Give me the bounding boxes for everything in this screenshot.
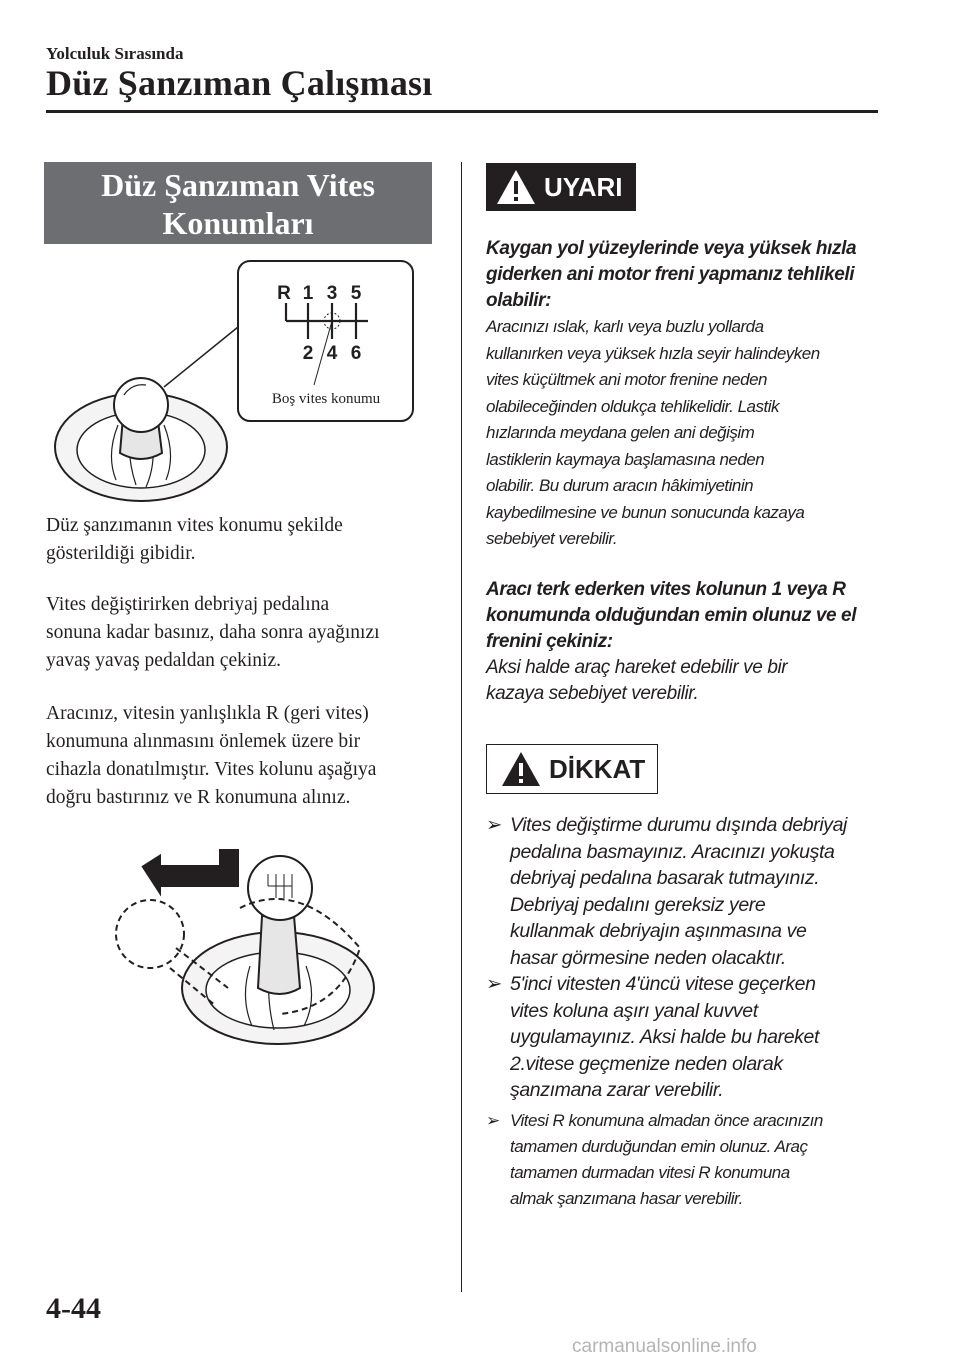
text-line: olabileceğinden oldukça tehlikelidir. Lastik <box>486 396 780 416</box>
push-down-arrow-icon <box>140 848 240 900</box>
caution-label: DİKKAT <box>549 753 646 784</box>
text-line: Vites değiştirirken debriyaj pedalına <box>46 594 330 615</box>
text-line: Vitesi R konumuna almadan önce aracınızın <box>510 1110 823 1130</box>
shift-boot-drawing <box>55 378 227 501</box>
text-line: vites koluna aşırı yanal kuvvet <box>510 999 758 1022</box>
text-line: Vites değiştirme durumu dışında debriyaj <box>510 814 847 836</box>
text-line: gösterildiği gibidir. <box>46 543 196 564</box>
caution-item <box>486 812 878 971</box>
text-line: Debriyaj pedalını gereksiz yere <box>510 893 766 916</box>
warning-block <box>486 236 878 708</box>
gear-label-6: 6 <box>350 343 362 364</box>
gear-label-3: 3 <box>326 283 338 304</box>
text-line: yavaş yavaş pedaldan çekiniz. <box>46 650 281 671</box>
caution-triangle-icon <box>499 749 543 789</box>
column-divider <box>461 162 462 1292</box>
text-line: frenini çekiniz: <box>486 630 613 652</box>
text-line: sebebiyet verebilir. <box>486 529 618 548</box>
text-line: Aksi halde araç hareket edebilir ve bir <box>486 656 788 678</box>
text-line: lastiklerin kaymaya başlamasına neden <box>486 449 765 469</box>
callout-pointer <box>164 327 238 387</box>
text-line: kullanmak debriyajın aşınmasına ve <box>510 920 807 942</box>
paragraph-gear-positions <box>46 512 446 568</box>
warning1-body <box>486 314 878 553</box>
reverse-shift-figure <box>100 838 380 1048</box>
text-line: 5'inci vitesten 4'üncü vitese geçerken <box>510 973 816 995</box>
text-line: Aracınızı ıslak, karlı veya buzlu yollarda <box>486 317 764 336</box>
text-line: debriyaj pedalına basarak tutmayınız. <box>510 867 820 889</box>
warning-badge <box>486 163 636 211</box>
watermark: carmanualsonline.info <box>572 1336 757 1357</box>
text-line: pedalına basmayınız. Aracınızı yokuşta <box>510 840 835 863</box>
text-line: cihazla donatılmıştır. Vites kolunu aşağıya <box>46 759 377 780</box>
chapter-title: Düz Şanzıman Çalışması <box>46 63 433 103</box>
gear-label-r: R <box>277 283 291 304</box>
warning-label: UYARI <box>544 171 623 202</box>
warning2-heading <box>486 577 878 655</box>
text-line: tamamen durmadan vitesi R konumuna <box>510 1162 790 1182</box>
gear-label-4: 4 <box>326 343 338 364</box>
text-line: olabilir: <box>486 290 552 311</box>
paragraph-reverse-lockout <box>46 700 446 812</box>
header-rule <box>46 110 878 113</box>
section-title-box <box>44 162 432 244</box>
text-line: kaybedilmesine ve bunun sonucunda kazaya <box>486 502 805 522</box>
section-title-line1: Düz Şanzıman Vites <box>101 167 375 203</box>
caution-item <box>486 971 878 1104</box>
gear-label-5: 5 <box>350 283 362 304</box>
text-line: konumunda olduğundan emin olunuz ve el <box>486 604 857 626</box>
bullet-arrow-icon: ➢ <box>486 1110 500 1130</box>
neutral-callout-label: Boş vites konumu <box>271 391 381 407</box>
caution-item <box>486 1108 878 1212</box>
text-line: vites küçültmek ani motor frenine neden <box>486 370 767 389</box>
text-line: Aracınız, vitesin yanlışlıkla R (geri vites) <box>46 703 369 724</box>
text-line: Aracı terk ederken vites kolunun 1 veya R <box>486 578 846 600</box>
text-line: almak şanzımana hasar verebilir. <box>510 1188 743 1208</box>
caution-list <box>486 812 878 1212</box>
warning1-heading <box>486 236 878 314</box>
bullet-arrow-icon: ➢ <box>486 814 502 836</box>
gear-pattern-figure <box>46 255 426 510</box>
text-line: hasar görmesine neden olacaktır. <box>510 946 786 969</box>
caution-badge <box>486 744 658 794</box>
text-line: şanzımana zarar verebilir. <box>510 1079 724 1101</box>
text-line: Kaygan yol yüzeylerinde veya yüksek hızla <box>486 238 857 259</box>
paragraph-clutch-use <box>46 591 446 675</box>
gear-label-2: 2 <box>302 343 314 364</box>
text-line: konumuna alınmasını önlemek üzere bir <box>46 731 361 752</box>
section-title-line2: Konumları <box>162 205 314 241</box>
text-line: sonuna kadar basınız, daha sonra ayağınızı <box>46 622 380 643</box>
page-number: 4-44 <box>46 1292 101 1325</box>
section-label: Yolculuk Sırasında <box>46 44 184 63</box>
warning2-body <box>486 655 878 708</box>
text-line: Düz şanzımanın vites konumu şekilde <box>46 515 343 536</box>
gear-label-1: 1 <box>302 283 314 304</box>
text-line: hızlarında meydana gelen ani değişim <box>486 423 755 442</box>
text-line: uygulamayınız. Aksi halde bu hareket <box>510 1026 819 1048</box>
text-line: kullanırken veya yüksek hızla seyir halindeyken <box>486 343 820 363</box>
text-line: doğru bastırınız ve R konumuna alınız. <box>46 787 351 808</box>
text-line: olabilir. Bu durum aracın hâkimiyetinin <box>486 476 754 495</box>
text-line: kazaya sebebiyet verebilir. <box>486 683 699 704</box>
text-line: tamamen durduğundan emin olunuz. Araç <box>510 1136 808 1156</box>
warning-triangle-icon <box>494 167 538 207</box>
text-line: 2.vitese geçmenize neden olarak <box>510 1052 783 1075</box>
text-line: giderken ani motor freni yapmanız tehlikeli <box>486 264 855 285</box>
bullet-arrow-icon: ➢ <box>486 973 502 995</box>
